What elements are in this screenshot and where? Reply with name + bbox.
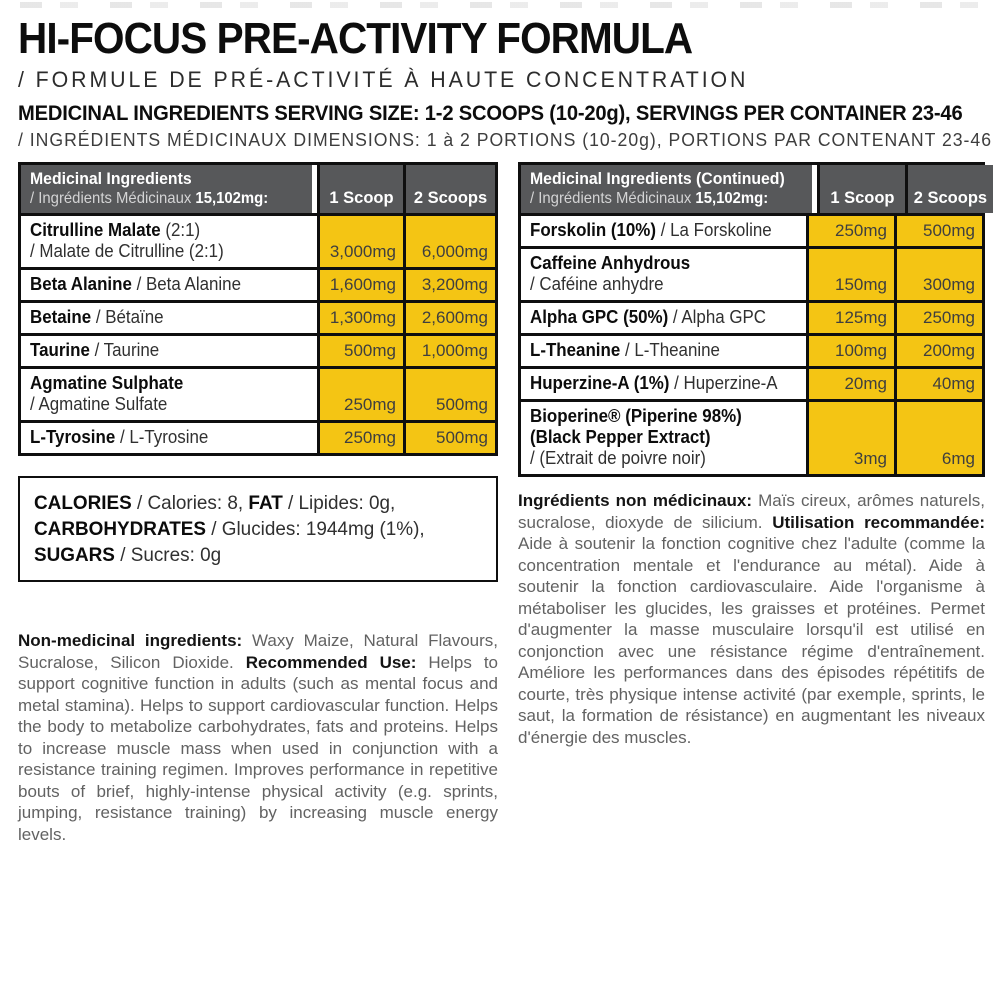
column-header-1-scoop: 1 Scoop: [817, 165, 905, 213]
scoop1-value: 3,000mg: [317, 216, 403, 267]
table-header-subtitle: [30, 189, 285, 208]
table-header-title: Medicinal Ingredients: [30, 169, 192, 188]
scoop2-value: 6,000mg: [403, 216, 495, 267]
ingredient-name-cell: [21, 270, 312, 300]
ingredient-row: [21, 366, 495, 420]
ingredient-name-cell: [21, 369, 312, 420]
calories-box: [18, 476, 498, 582]
ingredient-name-rest: / Huperzine-A: [669, 373, 778, 393]
scoop2-value: 500mg: [403, 369, 495, 420]
product-subtitle-fr: / FORMULE DE PRÉ-ACTIVITÉ À HAUTE CONCENTRATION: [18, 67, 749, 92]
table-header-row: [521, 165, 988, 213]
ingredient-name-en: L-Tyrosine: [30, 427, 116, 447]
table-header-title: Medicinal Ingredients (Continued): [530, 169, 785, 188]
ingredient-row: [21, 333, 495, 366]
scoop2-value: 500mg: [403, 423, 495, 453]
calories-label: CALORIES: [34, 492, 132, 514]
sugars-value: / Sucres: 0g: [114, 544, 222, 566]
ingredient-name-rest: / Bétaïne: [91, 307, 164, 327]
serving-size-line-en: MEDICINAL INGREDIENTS SERVING SIZE: 1-2 SCOOPS (10-20g), SERVINGS PER CONTAINER 23-46: [18, 102, 963, 125]
ingredient-name-fr: / Malate de Citrulline (2:1): [30, 241, 224, 261]
ingredient-name-en: Beta Alanine: [30, 274, 132, 294]
scoop1-value: 1,300mg: [317, 303, 403, 333]
ingredient-row: [521, 333, 982, 366]
sugars-label: SUGARS: [34, 544, 115, 566]
scoop2-value: 500mg: [894, 216, 982, 246]
scoop2-value: 6mg: [894, 402, 982, 474]
table-header-title-cell: [21, 165, 312, 213]
ingredient-name-en: Caffeine Anhydrous: [530, 253, 691, 273]
ingredient-name-rest: / L-Tyrosine: [115, 427, 209, 447]
non-medicinal-text-fr: Maïs cireux, arômes naturels, sucralose, dioxyde de silicium.: [518, 491, 985, 532]
sugars-line: [34, 542, 471, 568]
calories-value: / Calories: 8,: [131, 492, 249, 514]
scoop2-value: 1,000mg: [403, 336, 495, 366]
column-header-2-scoops: 2 Scoops: [403, 165, 495, 213]
table-header-total: 15,102mg:: [695, 190, 769, 207]
scoop1-value: 20mg: [806, 369, 894, 399]
ingredient-name-en: Bioperine® (Piperine 98%): [530, 406, 742, 426]
medicinal-ingredients-table-continued: [518, 162, 988, 477]
ingredient-row: [521, 246, 982, 300]
ingredient-name-cell: [521, 369, 801, 399]
label-content: [0, 14, 1000, 845]
ingredient-name-en: Citrulline Malate: [30, 220, 161, 240]
scoop1-value: 250mg: [806, 216, 894, 246]
ingredient-name-cell: [521, 402, 801, 474]
ingredient-row: [521, 300, 982, 333]
ingredient-name-en: Betaine: [30, 307, 92, 327]
ingredient-name-rest: / Beta Alanine: [131, 274, 242, 294]
non-medicinal-paragraph-fr: [518, 490, 985, 748]
scoop1-value: 250mg: [317, 423, 403, 453]
fat-label: FAT: [248, 492, 283, 514]
ingredient-row: [21, 213, 495, 267]
ingredient-name-rest: / Alpha GPC: [668, 307, 767, 327]
ingredient-row: [521, 366, 982, 399]
non-medicinal-text-en: Waxy Maize, Natural Flavours, Sucralose, Silicon Dioxide.: [18, 631, 498, 672]
carbohydrates-label: CARBOHYDRATES: [34, 518, 206, 540]
ingredient-name-en: Agmatine Sulphate: [30, 373, 184, 393]
scoop2-value: 2,600mg: [403, 303, 495, 333]
recommended-use-label-fr: Utilisation recommandée:: [772, 512, 985, 532]
ingredient-name-en: Alpha GPC (50%): [530, 307, 669, 327]
recommended-use-text-en: Helps to support cognitive function in adults (such as mental focus and metal stamina). Helps to support cardiovascular function. Helps the body to metabolize carbohydrates, fats and proteins. Helps to increase muscle mass when used in conjunction with a resistance training regimen. Improves performance in repetitive bouts of brief, highly-intense physical activity (e.g. sprints, jumping, resistance training) by increasing muscle energy levels.: [18, 652, 499, 844]
carbohydrates-value: / Glucides: 1944mg (1%),: [205, 518, 425, 540]
ingredient-name-cell: [521, 249, 801, 300]
right-column: [518, 162, 988, 748]
scoop1-value: 250mg: [317, 369, 403, 420]
non-medicinal-label-en: Non-medicinal ingredients:: [18, 631, 243, 650]
non-medicinal-label-fr: Ingrédients non médicinaux:: [518, 491, 753, 510]
ingredient-name-rest: / L-Theanine: [620, 340, 720, 360]
ingredient-name-fr: / (Extrait de poivre noir): [530, 448, 706, 468]
ingredient-name-cell: [21, 423, 312, 453]
ingredient-name-en: Forskolin (10%): [530, 220, 656, 240]
ingredient-name-rest: / La Forskoline: [655, 220, 772, 240]
ingredient-name-cell: [521, 303, 801, 333]
ingredient-name-en: Huperzine-A (1%): [530, 373, 670, 393]
label-columns: [18, 162, 988, 845]
scoop1-value: 150mg: [806, 249, 894, 300]
serving-size-line-fr: / INGRÉDIENTS MÉDICINAUX DIMENSIONS: 1 à 2 PORTIONS (10-20g), PORTIONS PAR CONTENANT 23-46: [18, 130, 992, 150]
fat-value: / Lipides: 0g,: [282, 492, 396, 514]
ingredient-name-line2: (Black Pepper Extract): [530, 427, 711, 447]
medicinal-ingredients-table: [18, 162, 498, 456]
calories-line: [34, 490, 471, 516]
table-header-subtitle-fr: / Ingrédients Médicinaux: [530, 190, 696, 207]
recommended-use-text-fr: Aide à soutenir la fonction cognitive chez l'adulte (comme la concentration mentale et l'endurance au métal). Aide à soutenir la fonction cardiovasculaire. Aide l'organisme à métaboliser les glucides, les graisses et protéines. Permet d'augmenter la masse musculaire lorsqu'il est utilisé en conjonction avec une résistance régime d'entraînement. Améliore les performances dans des épisodes répétitifs de courte, très physique intense activité (par exemple, sprints, le saut, la formation de résistance) en augmentant les niveaux d'énergie des muscles.: [518, 534, 985, 747]
ingredient-name-cell: [21, 216, 312, 267]
scoop1-value: 125mg: [806, 303, 894, 333]
scoop2-value: 200mg: [894, 336, 982, 366]
ingredient-row: [21, 300, 495, 333]
ingredient-row: [21, 420, 495, 453]
scoop2-value: 300mg: [894, 249, 982, 300]
non-medicinal-paragraph-en: [18, 630, 498, 845]
ingredient-name-en: Taurine: [30, 340, 90, 360]
recommended-use-label-en: Recommended Use:: [245, 652, 417, 672]
column-header-1-scoop: 1 Scoop: [317, 165, 403, 213]
carbohydrates-line: [34, 516, 471, 542]
table-header-total: 15,102mg:: [195, 190, 269, 207]
table-header-row: [21, 165, 495, 213]
scoop1-value: 100mg: [806, 336, 894, 366]
ingredient-name-cell: [521, 216, 801, 246]
top-crop-artifact: [20, 2, 980, 8]
ingredient-name-cell: [21, 336, 312, 366]
table-header-subtitle: [530, 189, 785, 208]
scoop1-value: 3mg: [806, 402, 894, 474]
product-title: HI-FOCUS PRE-ACTIVITY FORMULA: [18, 14, 693, 63]
scoop2-value: 3,200mg: [403, 270, 495, 300]
ingredient-name-fr: / Agmatine Sulfate: [30, 394, 168, 414]
ingredient-name-fr: / Caféine anhydre: [530, 274, 664, 294]
ingredient-row: [521, 399, 982, 474]
ingredient-name-cell: [21, 303, 312, 333]
scoop2-value: 40mg: [894, 369, 982, 399]
scoop2-value: 250mg: [894, 303, 982, 333]
scoop1-value: 500mg: [317, 336, 403, 366]
table-header-title-cell: [521, 165, 812, 213]
ingredient-name-cell: [521, 336, 801, 366]
table-header-subtitle-fr: / Ingrédients Médicinaux: [30, 190, 196, 207]
column-header-2-scoops: 2 Scoops: [905, 165, 993, 213]
label-header: [18, 14, 992, 151]
ingredient-name-rest: / Taurine: [89, 340, 160, 360]
left-column: [18, 162, 498, 845]
scoop1-value: 1,600mg: [317, 270, 403, 300]
ingredient-name-rest: (2:1): [160, 220, 201, 240]
ingredient-row: [521, 213, 982, 246]
ingredient-name-en: L-Theanine: [530, 340, 621, 360]
ingredient-row: [21, 267, 495, 300]
